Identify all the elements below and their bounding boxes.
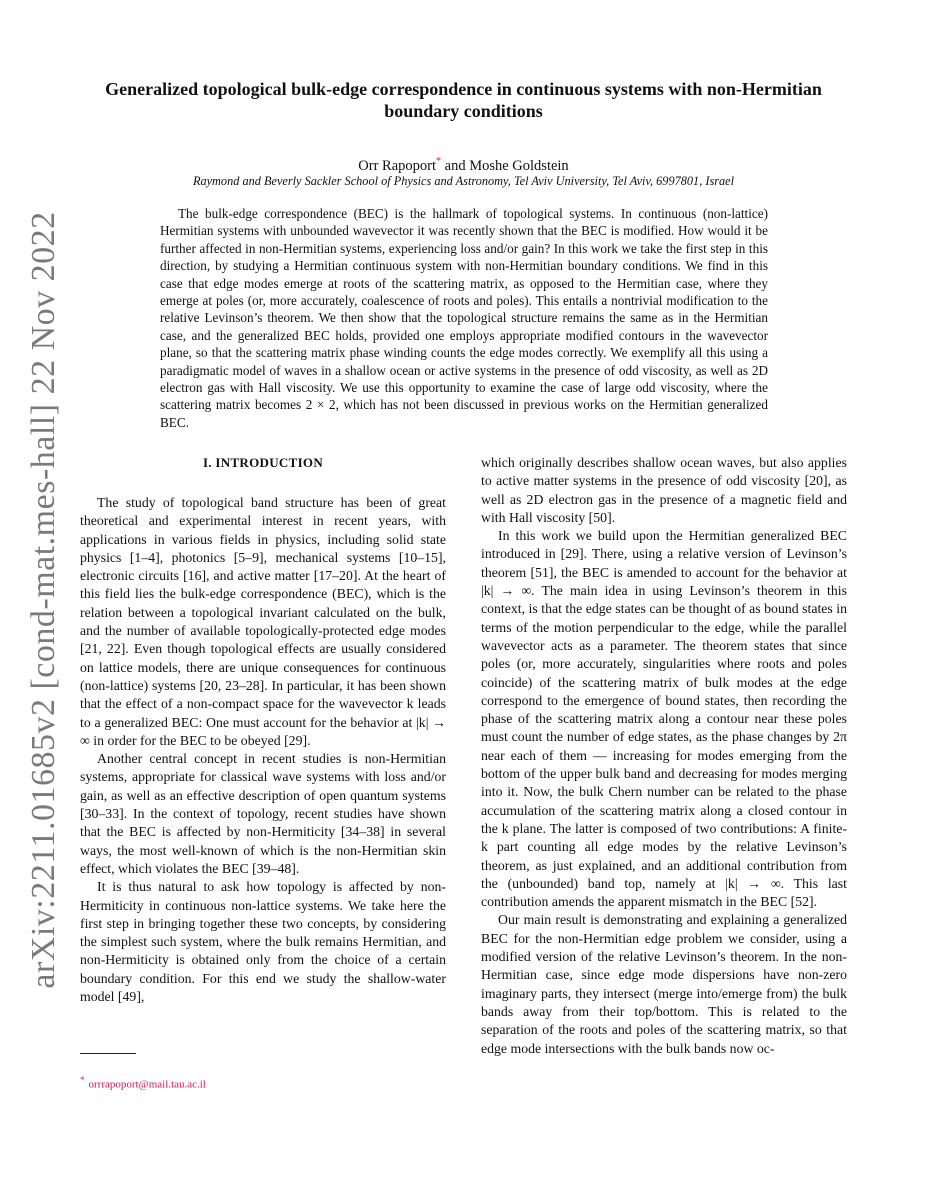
author-name: Moshe Goldstein [469, 157, 569, 174]
paper-title: Generalized topological bulk-edge correspondence in continuous systems with non-Hermitian boundary conditions [105, 79, 822, 121]
abstract: The bulk-edge correspondence (BEC) is the hallmark of topological systems. In continuous (non-lattice) Hermitian systems with unbounded wavevector it was recently shown that the BEC is modified. How would it be further affected in non-Hermitian systems, experiencing loss and/or gain? In this work we take the first step in this direction, by studying a Hermitian continuous system with non-Hermitian boundary conditions. We find in this case that edge modes emerge at roots of the scattering matrix, as opposed to the Hermitian case, where they emerge at poles (or, more accurately, coalescence of roots and poles). This entails a nontrivial modification to the relative Levinson’s theorem. We then show that the topological structure remains the same as in the Hermitian case, and the generalized BEC holds, provided one employs appropriate modified contours in the wavevector plane, so that the scattering matrix phase winding counts the edge modes correctly. We exemplify all this using a paradigmatic model of waves in a shallow ocean or active systems in the presence of odd viscosity, as well as 2D electron gas with Hall viscosity. We use this opportunity to examine the case of large odd viscosity, where the scattering matrix becomes 2 × 2, which has not been discussed in previous works on the Hermitian generalized BEC. [160, 206, 768, 430]
paragraph: which originally describes shallow ocean waves, but also applies to active matter systems in the presence of odd viscosity [20], as well as 2D electron gas in the presence of a magnetic field and with Hall viscosity [50]. [481, 455, 847, 525]
email-link[interactable]: orrrapoport@mail.tau.ac.il [88, 1078, 206, 1091]
paragraph: It is thus natural to ask how topology is affected by non-Hermiticity in continuous non-lattice systems. We take here the first step in bringing together these two concepts, by considering the simplest such system, where the bulk remains Hermitian, and non-Hermiticity is obtained only from the choice of a certain boundary condition. For this end we study the shallow-water model [49], [80, 879, 446, 1005]
right-column [481, 454, 847, 1058]
author-name: Orr Rapoport [358, 157, 437, 174]
affiliation: Raymond and Beverly Sackler School of Physics and Astronomy, Tel Aviv University, Tel Aviv, 6997801, Israel [192, 174, 735, 188]
author-joiner: and [444, 157, 466, 174]
footnote-rule [80, 1053, 136, 1054]
section-heading: I. INTRODUCTION [202, 455, 324, 470]
paragraph: The study of topological band structure has been of great theoretical and experimental interest in recent years, with applications in various fields in physics, including solid state physics [1–4], photonics [5–9], mechanical systems [10–15], electronic circuits [16], and active matter [17–20]. At the heart of this field lies the bulk-edge correspondence (BEC), which is the relation between a topological invariant calculated on the bulk, and the number of available topologically-protected edge modes [21, 22]. Even though topological effects are usually considered on lattice models, there are unique consequences for continuous (non-lattice) systems [20, 23–28]. In particular, it has been shown that the effect of a non-compact space for the wavevector k leads to a generalized BEC: One must account for the behavior at |k| → ∞ in order for the BEC to be obeyed [29]. [80, 495, 446, 748]
author-line [100, 156, 827, 175]
paragraph: Our main result is demonstrating and explaining a generalized BEC for the non-Hermitian edge problem we consider, using a modified version of the relative Levinson’s theorem. In the non-Hermitian case, since edge mode dispersions have non-zero imaginary parts, they intersect (merge into/emerge from) the bulk bands away from their top/bottom. This is related to the separation of the roots and poles of the scattering matrix, so that edge mode intersections with the bulk bands now oc- [481, 912, 847, 1056]
footnote-mark[interactable]: * [436, 156, 442, 167]
arxiv-identifier: arXiv:2211.01685v2 [cond-mat.mes-hall] 22 Nov 2022 [25, 211, 62, 989]
footnote-mark: * [80, 1075, 85, 1085]
paragraph: In this work we build upon the Hermitian generalized BEC introduced in [29]. There, using a relative version of Levinson’s theorem [51], the BEC is amended to account for the behavior at |k| → ∞. The main idea in using Levinson’s theorem in this context, is that the edge states can be thought of as bound states in terms of the motion perpendicular to the edge, while the parallel wavevector acts as a parameter. The theorem states that since poles (or, more accurately, singularities where roots and poles coincide) of the scattering matrix of bulk modes at the edge correspond to the emergence of bound states, then recording the phase of the scattering matrix along a contour near these poles must count the number of edge states, as the phase changes by 2π near each of them — increasing for modes emerging from the bottom of the upper bulk band and decreasing for modes merging into it. Now, the bulk Chern number can be related to the phase accumulation of the scattering matrix along a closed contour in the k plane. The latter is composed of two contributions: A finite-k part counting all edge modes by the relative Levinson’s theorem, as just explained, and an additional contribution from the (unbounded) band top, namely at |k| → ∞. This last contribution amends the apparent mismatch in the BEC [52]. [481, 528, 847, 910]
footnote [80, 1075, 206, 1091]
left-column [80, 454, 446, 1006]
paragraph: Another central concept in recent studies is non-Hermitian systems, appropriate for classical wave systems with loss and/or gain, as well as an effective description of open quantum systems [30–33]. In the context of topology, recent studies have shown that the BEC is affected by non-Hermiticity [34–38] in several ways, the most well-known of which is the non-Hermitian skin effect, which violates the BEC [39–48]. [80, 751, 446, 876]
